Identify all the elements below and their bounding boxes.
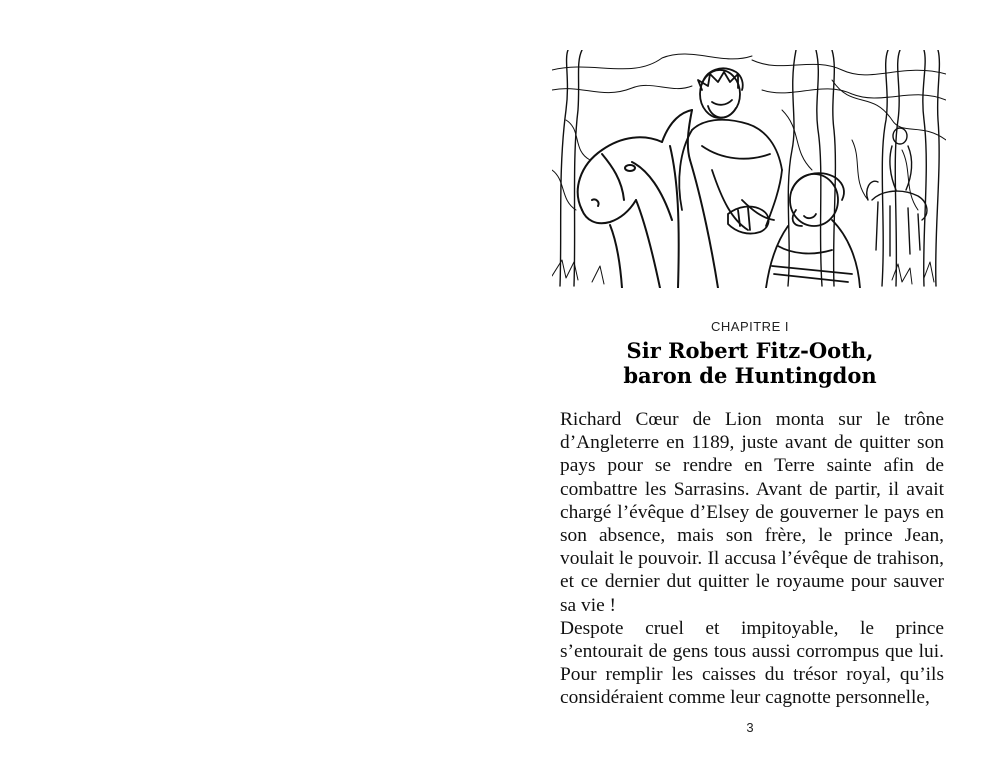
chapter-title-line-1: Sir Robert Fitz-Ooth, [626,338,874,363]
chapter-title [500,338,1000,388]
body-paragraph-2: Despote cruel et impitoyable, le prince s’entourait de gens tous aussi corrompus que lui. Pour remplir les caisses du trésor royal, qu’ils considéraient comme leur cagnotte personnelle, [560,617,944,709]
page-number: 3 [746,720,754,735]
chapter-label: CHAPITRE I [711,319,789,334]
chapter-title-line-2: baron de Huntingdon [623,363,877,388]
chapter-illustration [552,50,946,288]
right-page [500,0,1000,768]
body-paragraph-1: Richard Cœur de Lion monta sur le trône d’Angleterre en 1189, juste avant de quitter son pays pour se rendre en Terre sainte afin de combattre les Sarrasins. Avant de partir, il avait chargé l’évêque d’Elsey de gouverner le pays en son absence, mais son frère, le prince Jean, voulait le pouvoir. Il accusa l’évêque de trahison, et ce dernier dut quitter le royaume pour sauver sa vie ! [560,409,944,616]
chapter-body-text [560,408,944,710]
